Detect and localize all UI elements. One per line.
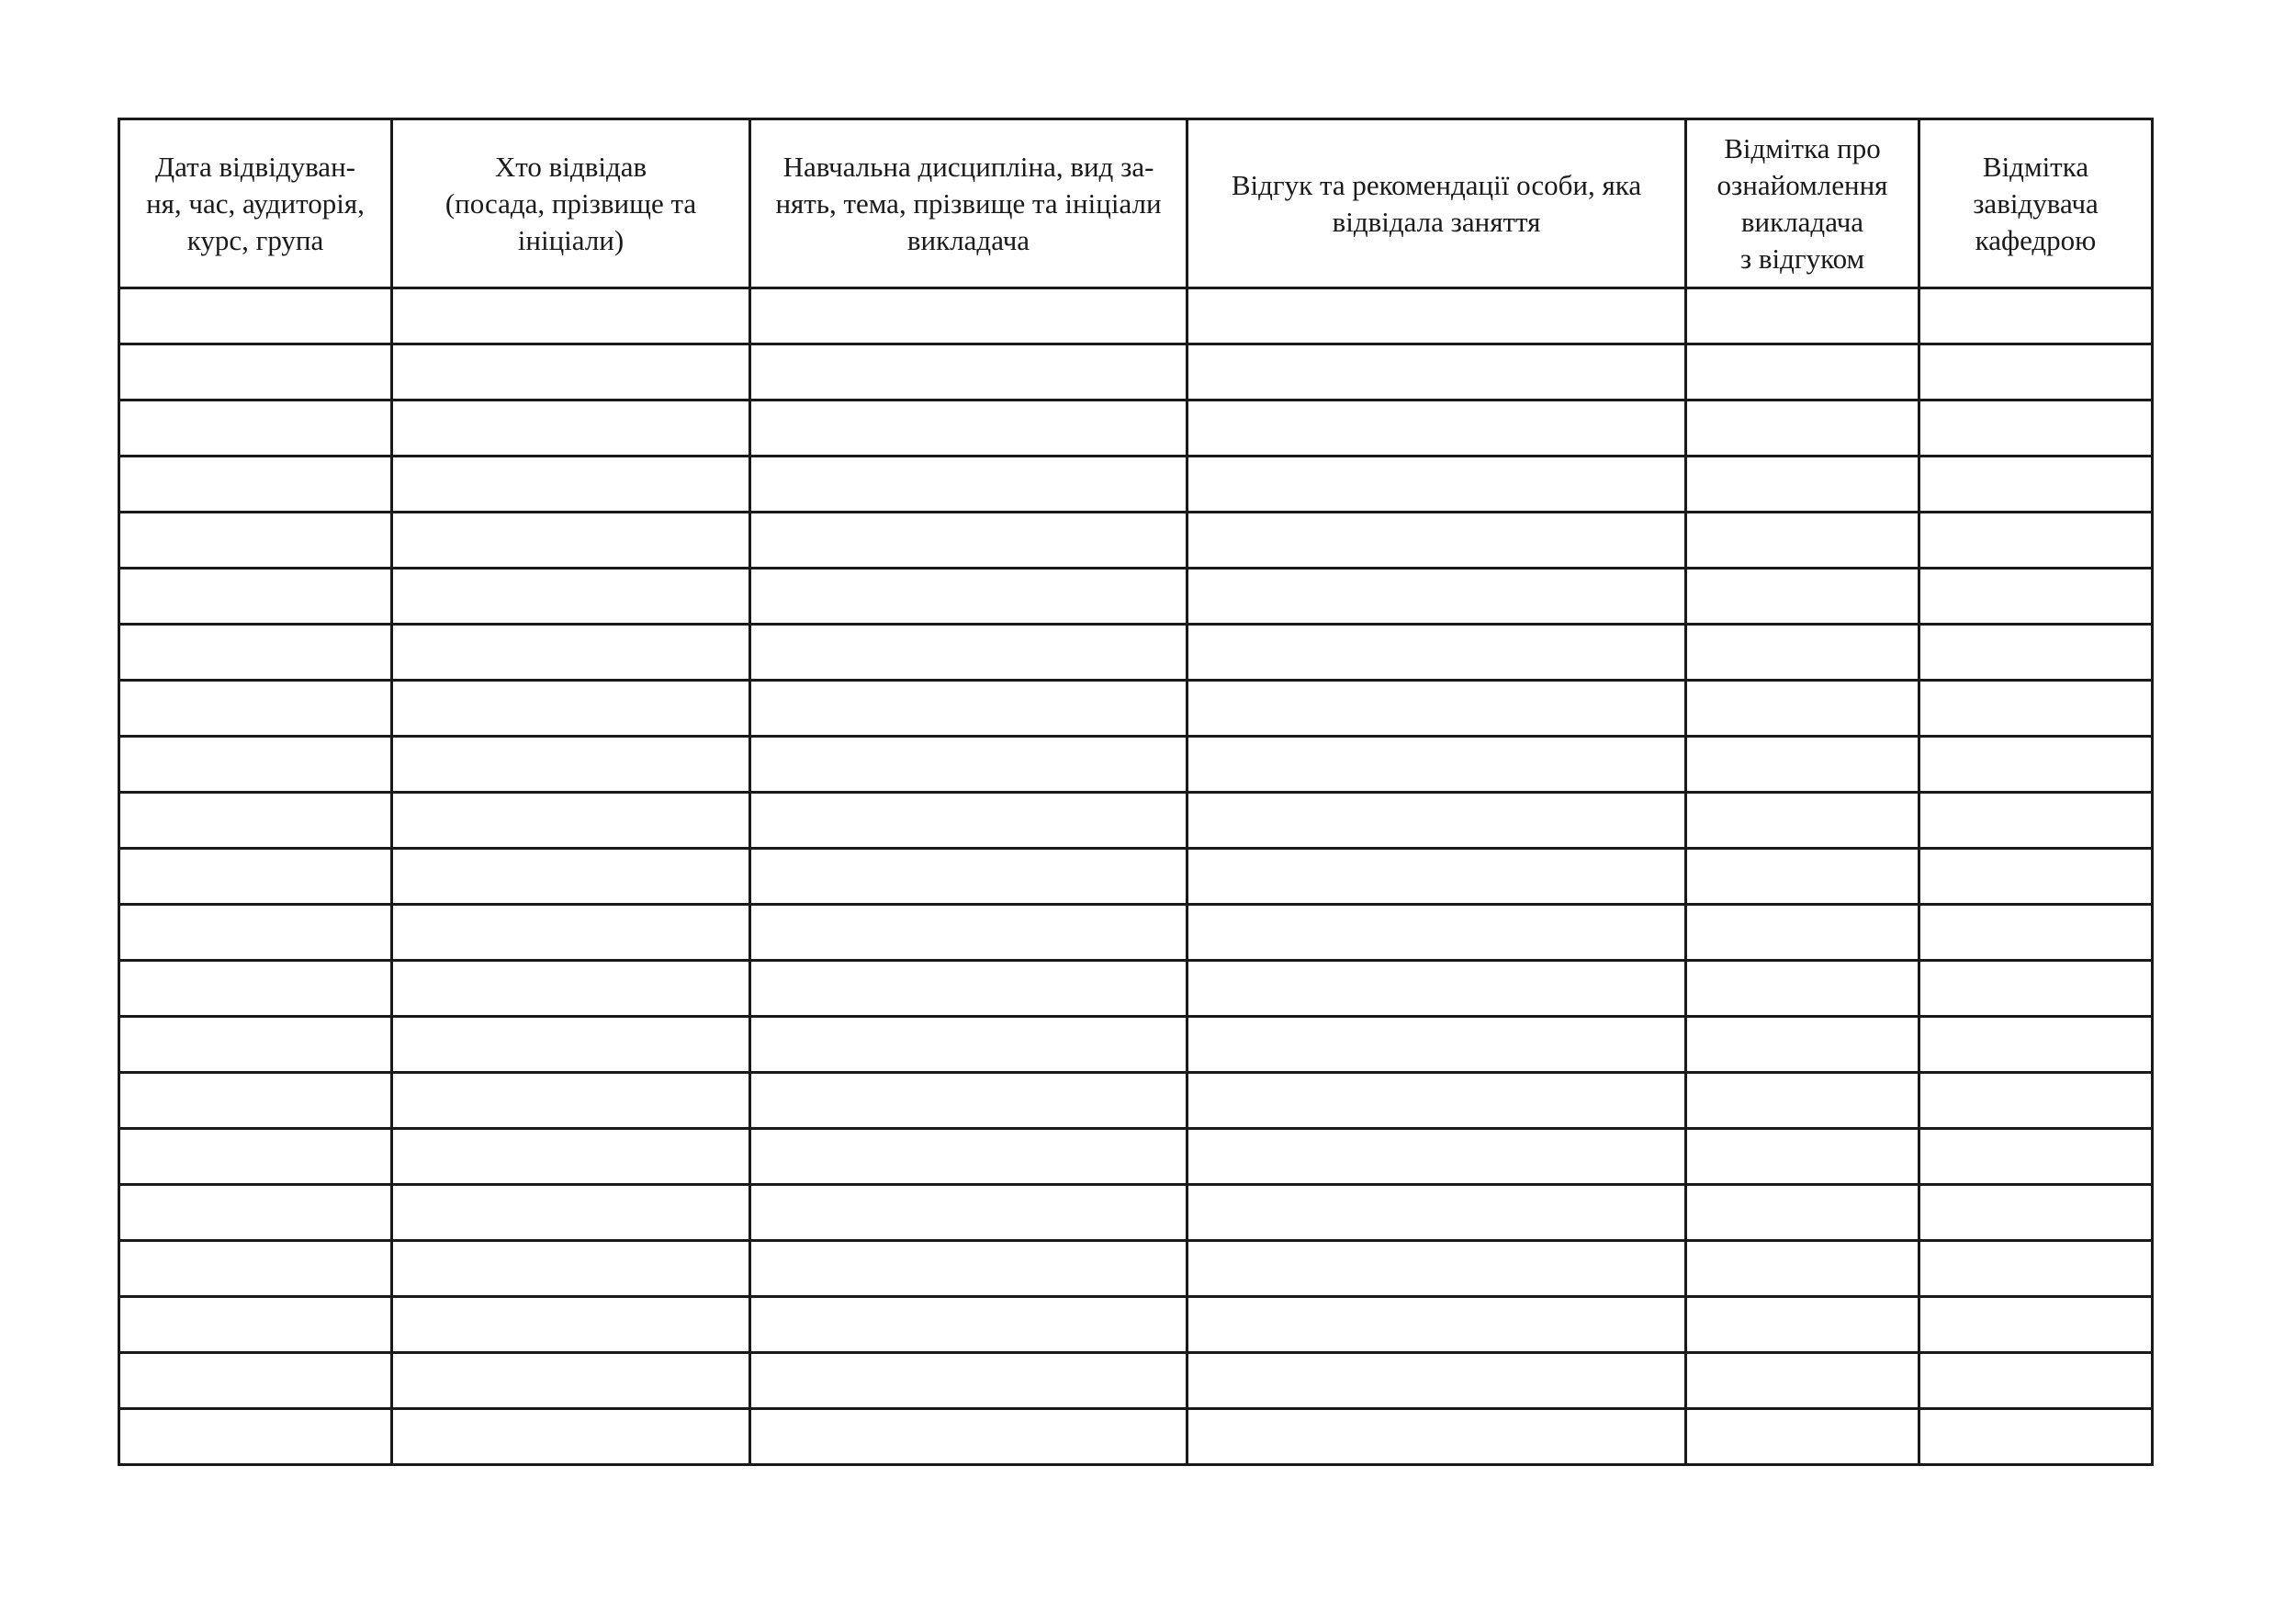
cell-feedback <box>1187 625 1686 681</box>
cell-teacher-acknowledgment <box>1686 1073 1919 1129</box>
cell-date-time-room <box>119 905 392 961</box>
table-row <box>119 793 2153 849</box>
cell-department-head-mark <box>1919 1297 2153 1353</box>
cell-discipline <box>750 457 1187 513</box>
cell-feedback <box>1187 737 1686 793</box>
cell-feedback <box>1187 1297 1686 1353</box>
cell-feedback <box>1187 513 1686 569</box>
cell-visitor <box>392 457 750 513</box>
table-row <box>119 1297 2153 1353</box>
cell-date-time-room <box>119 1297 392 1353</box>
cell-date-time-room <box>119 569 392 625</box>
cell-department-head-mark <box>1919 681 2153 737</box>
cell-date-time-room <box>119 513 392 569</box>
cell-department-head-mark <box>1919 1353 2153 1409</box>
cell-department-head-mark <box>1919 288 2153 344</box>
cell-date-time-room <box>119 288 392 344</box>
cell-discipline <box>750 1241 1187 1297</box>
cell-date-time-room <box>119 1129 392 1185</box>
cell-feedback <box>1187 1241 1686 1297</box>
cell-visitor <box>392 1241 750 1297</box>
cell-date-time-room <box>119 961 392 1017</box>
cell-feedback <box>1187 1129 1686 1185</box>
cell-feedback <box>1187 961 1686 1017</box>
cell-teacher-acknowledgment <box>1686 400 1919 457</box>
cell-department-head-mark <box>1919 344 2153 400</box>
cell-department-head-mark <box>1919 793 2153 849</box>
table-row <box>119 400 2153 457</box>
cell-visitor <box>392 513 750 569</box>
table-row <box>119 1241 2153 1297</box>
table-row <box>119 1185 2153 1241</box>
cell-department-head-mark <box>1919 1241 2153 1297</box>
cell-date-time-room <box>119 457 392 513</box>
cell-department-head-mark <box>1919 849 2153 905</box>
cell-date-time-room <box>119 681 392 737</box>
cell-feedback <box>1187 457 1686 513</box>
cell-feedback <box>1187 1017 1686 1073</box>
cell-date-time-room <box>119 1241 392 1297</box>
cell-visitor <box>392 1073 750 1129</box>
cell-feedback <box>1187 569 1686 625</box>
cell-visitor <box>392 1129 750 1185</box>
cell-visitor <box>392 569 750 625</box>
cell-discipline <box>750 513 1187 569</box>
cell-feedback <box>1187 793 1686 849</box>
cell-discipline <box>750 400 1187 457</box>
cell-visitor <box>392 625 750 681</box>
cell-discipline <box>750 569 1187 625</box>
cell-feedback <box>1187 288 1686 344</box>
table-row <box>119 344 2153 400</box>
cell-feedback <box>1187 681 1686 737</box>
cell-department-head-mark <box>1919 400 2153 457</box>
cell-date-time-room <box>119 1409 392 1465</box>
cell-department-head-mark <box>1919 1017 2153 1073</box>
header-discipline: Навчальна дисципліна, вид за- нять, тема, прізвище та ініціали викладача <box>750 119 1187 288</box>
cell-discipline <box>750 1409 1187 1465</box>
header-teacher-acknowledgment: Відмітка про ознайомлення викладача з відгуком <box>1686 119 1919 288</box>
table-row <box>119 737 2153 793</box>
cell-date-time-room <box>119 737 392 793</box>
cell-teacher-acknowledgment <box>1686 625 1919 681</box>
header-feedback: Відгук та рекомендації особи, яка відвідала заняття <box>1187 119 1686 288</box>
cell-visitor <box>392 1185 750 1241</box>
cell-department-head-mark <box>1919 457 2153 513</box>
cell-visitor <box>392 1409 750 1465</box>
cell-visitor <box>392 681 750 737</box>
cell-discipline <box>750 793 1187 849</box>
cell-department-head-mark <box>1919 737 2153 793</box>
cell-teacher-acknowledgment <box>1686 961 1919 1017</box>
cell-teacher-acknowledgment <box>1686 569 1919 625</box>
cell-date-time-room <box>119 1353 392 1409</box>
cell-date-time-room <box>119 344 392 400</box>
cell-date-time-room <box>119 400 392 457</box>
cell-department-head-mark <box>1919 1409 2153 1465</box>
table-row <box>119 457 2153 513</box>
cell-department-head-mark <box>1919 1185 2153 1241</box>
cell-feedback <box>1187 1185 1686 1241</box>
cell-teacher-acknowledgment <box>1686 737 1919 793</box>
cell-department-head-mark <box>1919 905 2153 961</box>
table-row <box>119 681 2153 737</box>
cell-department-head-mark <box>1919 961 2153 1017</box>
cell-visitor <box>392 1017 750 1073</box>
cell-feedback <box>1187 1353 1686 1409</box>
cell-discipline <box>750 344 1187 400</box>
cell-teacher-acknowledgment <box>1686 1241 1919 1297</box>
cell-teacher-acknowledgment <box>1686 793 1919 849</box>
header-row <box>119 119 2153 288</box>
cell-feedback <box>1187 905 1686 961</box>
table-header <box>119 119 2153 288</box>
cell-visitor <box>392 961 750 1017</box>
cell-teacher-acknowledgment <box>1686 513 1919 569</box>
cell-visitor <box>392 344 750 400</box>
cell-visitor <box>392 849 750 905</box>
cell-visitor <box>392 905 750 961</box>
cell-feedback <box>1187 344 1686 400</box>
cell-teacher-acknowledgment <box>1686 1353 1919 1409</box>
table-row <box>119 1129 2153 1185</box>
cell-discipline <box>750 1297 1187 1353</box>
cell-feedback <box>1187 1409 1686 1465</box>
table-row <box>119 905 2153 961</box>
attendance-table <box>118 118 2154 1466</box>
cell-discipline <box>750 905 1187 961</box>
cell-visitor <box>392 1297 750 1353</box>
table-row <box>119 1409 2153 1465</box>
cell-teacher-acknowledgment <box>1686 288 1919 344</box>
table-row <box>119 625 2153 681</box>
cell-discipline <box>750 1129 1187 1185</box>
cell-visitor <box>392 793 750 849</box>
header-visitor: Хто відвідав (посада, прізвище та ініціали) <box>392 119 750 288</box>
cell-discipline <box>750 961 1187 1017</box>
cell-department-head-mark <box>1919 513 2153 569</box>
cell-discipline <box>750 625 1187 681</box>
table-row <box>119 1017 2153 1073</box>
cell-visitor <box>392 1353 750 1409</box>
cell-teacher-acknowledgment <box>1686 849 1919 905</box>
table-row <box>119 1353 2153 1409</box>
cell-discipline <box>750 737 1187 793</box>
cell-visitor <box>392 288 750 344</box>
header-date-time-room: Дата відвідуван- ня, час, аудиторія, курс, група <box>119 119 392 288</box>
cell-visitor <box>392 400 750 457</box>
cell-discipline <box>750 1353 1187 1409</box>
cell-discipline <box>750 1073 1187 1129</box>
table-row <box>119 569 2153 625</box>
cell-discipline <box>750 681 1187 737</box>
cell-feedback <box>1187 849 1686 905</box>
table-row <box>119 849 2153 905</box>
cell-date-time-room <box>119 793 392 849</box>
cell-department-head-mark <box>1919 1073 2153 1129</box>
cell-date-time-room <box>119 625 392 681</box>
cell-department-head-mark <box>1919 625 2153 681</box>
cell-date-time-room <box>119 1185 392 1241</box>
table-row <box>119 288 2153 344</box>
table-row <box>119 961 2153 1017</box>
table-row <box>119 513 2153 569</box>
cell-visitor <box>392 737 750 793</box>
cell-discipline <box>750 1185 1187 1241</box>
cell-teacher-acknowledgment <box>1686 457 1919 513</box>
cell-date-time-room <box>119 849 392 905</box>
cell-date-time-room <box>119 1073 392 1129</box>
cell-teacher-acknowledgment <box>1686 344 1919 400</box>
cell-date-time-room <box>119 1017 392 1073</box>
header-department-head-mark: Відмітка завідувача кафедрою <box>1919 119 2153 288</box>
cell-feedback <box>1187 1073 1686 1129</box>
table-row <box>119 1073 2153 1129</box>
cell-discipline <box>750 1017 1187 1073</box>
table-body <box>119 288 2153 1465</box>
cell-discipline <box>750 849 1187 905</box>
cell-feedback <box>1187 400 1686 457</box>
cell-teacher-acknowledgment <box>1686 1017 1919 1073</box>
cell-department-head-mark <box>1919 569 2153 625</box>
cell-teacher-acknowledgment <box>1686 1185 1919 1241</box>
cell-discipline <box>750 288 1187 344</box>
cell-department-head-mark <box>1919 1129 2153 1185</box>
cell-teacher-acknowledgment <box>1686 1297 1919 1353</box>
cell-teacher-acknowledgment <box>1686 905 1919 961</box>
cell-teacher-acknowledgment <box>1686 681 1919 737</box>
cell-teacher-acknowledgment <box>1686 1129 1919 1185</box>
cell-teacher-acknowledgment <box>1686 1409 1919 1465</box>
